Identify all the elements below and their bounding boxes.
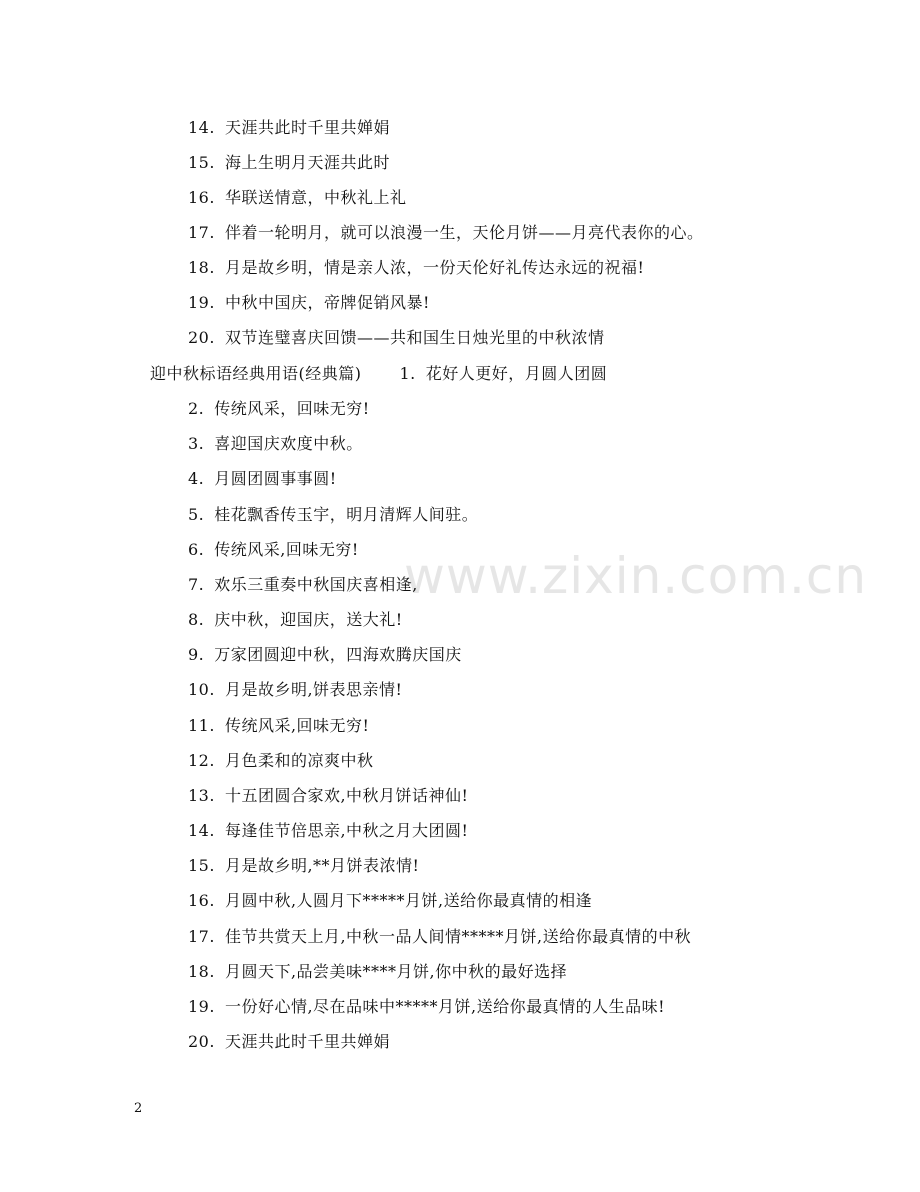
list-item bbox=[188, 118, 390, 138]
item-text: 传统风采,回味无穷! bbox=[214, 540, 359, 559]
list-item bbox=[188, 1032, 390, 1052]
item-text: 佳节共赏天上月,中秋一品人间情*****月饼,送给你最真情的中秋 bbox=[224, 927, 692, 946]
item-number: 1. bbox=[399, 364, 416, 383]
list-item bbox=[188, 223, 703, 243]
list-item bbox=[188, 610, 403, 630]
item-number: 4. bbox=[188, 469, 205, 488]
item-text: 月是故乡明,**月饼表浓情! bbox=[224, 856, 420, 875]
item-number: 7. bbox=[188, 575, 205, 594]
item-number: 19. bbox=[188, 997, 215, 1016]
item-number: 14. bbox=[188, 821, 215, 840]
item-text: 月圆团圆事事圆! bbox=[214, 469, 337, 488]
list-item bbox=[188, 751, 373, 771]
list-item bbox=[188, 962, 567, 982]
item-text: 万家团圆迎中秋，四海欢腾庆国庆 bbox=[214, 645, 462, 664]
item-number: 17. bbox=[188, 927, 215, 946]
item-text: 中秋中国庆，帝牌促销风暴! bbox=[224, 293, 430, 312]
item-text: 月圆天下,品尝美味****月饼,你中秋的最好选择 bbox=[224, 962, 568, 981]
list-item bbox=[188, 188, 406, 208]
item-text: 庆中秋，迎国庆，送大礼! bbox=[214, 610, 403, 629]
item-number: 3. bbox=[188, 434, 205, 453]
item-number: 16. bbox=[188, 891, 215, 910]
item-text: 喜迎国庆欢度中秋。 bbox=[214, 434, 363, 453]
item-number: 20. bbox=[188, 328, 215, 347]
item-number: 15. bbox=[188, 153, 215, 172]
item-text: 每逢佳节倍思亲,中秋之月大团圆! bbox=[224, 821, 469, 840]
item-number: 18. bbox=[188, 962, 215, 981]
item-number: 6. bbox=[188, 540, 205, 559]
list-item bbox=[188, 856, 419, 876]
page-number: 2 bbox=[134, 1101, 143, 1116]
list-item bbox=[188, 716, 369, 736]
item-number: 2. bbox=[188, 399, 205, 418]
list-item bbox=[188, 469, 337, 489]
item-number: 9. bbox=[188, 645, 205, 664]
list-item bbox=[188, 891, 592, 911]
item-text: 花好人更好，月圆人团圆 bbox=[425, 364, 608, 383]
list-item bbox=[188, 927, 691, 947]
item-number: 10. bbox=[188, 680, 215, 699]
item-text: 欢乐三重奏中秋国庆喜相逢, bbox=[214, 575, 418, 594]
list-item bbox=[188, 645, 462, 665]
item-number: 8. bbox=[188, 610, 205, 629]
item-number: 14. bbox=[188, 118, 215, 137]
list-item bbox=[188, 293, 430, 313]
item-text: 一份好心情,尽在品味中*****月饼,送给你最真情的人生品味! bbox=[224, 997, 666, 1016]
item-number: 18. bbox=[188, 258, 215, 277]
item-text: 月圆中秋,人圆月下*****月饼,送给你最真情的相逢 bbox=[224, 891, 593, 910]
item-text: 桂花飘香传玉宇，明月清辉人间驻。 bbox=[214, 505, 479, 524]
section-heading bbox=[150, 364, 607, 384]
item-number: 5. bbox=[188, 505, 205, 524]
item-text: 月色柔和的凉爽中秋 bbox=[224, 751, 374, 770]
item-text: 双节连璧喜庆回馈——共和国生日烛光里的中秋浓情 bbox=[224, 328, 605, 347]
item-number: 16. bbox=[188, 188, 215, 207]
item-text: 月是故乡明,饼表思亲情! bbox=[224, 680, 403, 699]
list-item bbox=[188, 997, 665, 1017]
heading-title: 迎中秋标语经典用语(经典篇) bbox=[150, 364, 362, 383]
watermark: www.zixin.com.cn bbox=[404, 547, 868, 605]
item-number: 20. bbox=[188, 1032, 215, 1051]
item-number: 13. bbox=[188, 786, 215, 805]
item-text: 月是故乡明，情是亲人浓，一份天伦好礼传达永远的祝福! bbox=[224, 258, 645, 277]
item-number: 11. bbox=[188, 716, 215, 735]
list-item bbox=[188, 258, 644, 278]
list-item bbox=[188, 328, 604, 348]
list-item bbox=[188, 786, 468, 806]
list-item bbox=[188, 153, 390, 173]
list-item bbox=[188, 540, 359, 560]
list-item bbox=[188, 505, 478, 525]
item-text: 华联送情意，中秋礼上礼 bbox=[224, 188, 407, 207]
list-item bbox=[188, 680, 402, 700]
item-text: 天涯共此时千里共婵娟 bbox=[224, 1032, 390, 1051]
item-text: 伴着一轮明月，就可以浪漫一生，天伦月饼——月亮代表你的心。 bbox=[224, 223, 704, 242]
list-item bbox=[188, 821, 468, 841]
item-text: 天涯共此时千里共婵娟 bbox=[224, 118, 390, 137]
item-number: 12. bbox=[188, 751, 215, 770]
list-item bbox=[188, 399, 370, 419]
item-text: 海上生明月天涯共此时 bbox=[224, 153, 390, 172]
item-text: 传统风采,回味无穷! bbox=[224, 716, 370, 735]
item-text: 十五团圆合家欢,中秋月饼话神仙! bbox=[224, 786, 469, 805]
list-item bbox=[188, 434, 363, 454]
item-number: 15. bbox=[188, 856, 215, 875]
item-text: 传统风采，回味无穷! bbox=[214, 399, 370, 418]
item-number: 19. bbox=[188, 293, 215, 312]
item-number: 17. bbox=[188, 223, 215, 242]
list-item bbox=[188, 575, 418, 595]
